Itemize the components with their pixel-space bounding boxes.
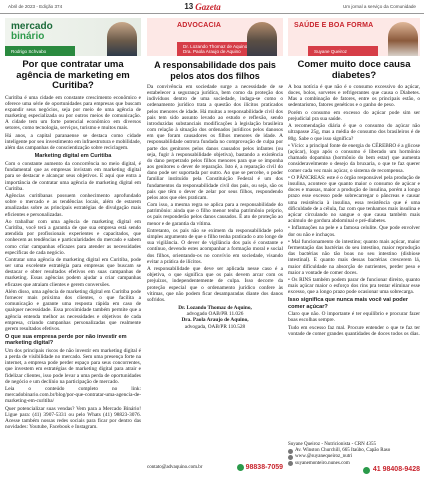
- address-line: Av. Winston Churchill, 665 Itaúbo, Capão Raso: [288, 448, 420, 454]
- paragraph: Agências curitibanas possuem conhecimento aprofundado sobre o mercado e as tendências locais, além de estarem atualizadas sobre as principais estratégias de divulgação mais eficientes e personalizadas.: [5, 193, 141, 218]
- paragraph: Claro que não. O importante é ter equilíbrio e procurar fazer boas escolhas sempre.: [288, 311, 420, 324]
- author-photo: [247, 22, 277, 56]
- law-banner: [147, 18, 283, 56]
- article-title: Por que contratar uma agência de marketing em Curitiba?: [16, 59, 130, 91]
- paragraph: • O PÂNCREAS: este é o órgão responsável pela produção de insulina, acontece que quanto maior o consumo de açúcar e doces e massas, maior a produção de insulina, porém a longo prazo esse excesso pode sobrecarregar o pâncreas e causar uma resistência à insulina, essa resistência que é uma dificuldade de a célula, faz com que tenhamos mais insulina e açúcar circulando no sangue o que causa também mais acúmulo de gordura abdominal e pré-diabetes.: [288, 174, 420, 225]
- paragraph: Com o constante aumento da concorrência no meio digital, é fundamental que as empresas invistam em marketing digital para se destacar e alcançar seus objetivos. E aqui que entra a importância de contratar uma agência de marketing digital em Curitiba.: [5, 161, 141, 192]
- section-label: SAÚDE E BOA FORMA: [294, 22, 374, 29]
- paragraph: • Vício: a principal fonte de energia do CÉREBRO é a glicose (açúcar), logo após o consumo é liberado um hormônio chamado dopamina (hormônio do bem estar) que aumenta consideravelmente o desejo da bruxaria, o que te faz querer comer cada vez mais açúcar, o sistema de recompensa.: [288, 142, 420, 174]
- paragraph: A responsabilidade que deve ser aplicada nesse caso é a objetiva, o que significa que os pais devem arcar com os prejuízos, independentemente de culpa. Isso decorre da proteção especial que o ordenamento jurídico confere às vítimas, que não podem ficar desamparadas diante dos danos sofridos.: [147, 266, 283, 303]
- signature-block: Dr. Lozando Thomaz de Aquino, advogado OAB/PR 11.026 Dra. Paola Araujo de Aquino, advogada, OAB/PR 110.528: [178, 305, 252, 330]
- paragraph: Ao trabalhar com uma agência de marketing digital em Curitiba, você terá a garantia de que sua empresa está sendo atendida por profissionais experientes e capacitados, que conhecem as tendências e particularidades do mercado e sabem como criar campanhas eficazes para atender as necessidades específicas de cada negócio.: [5, 218, 141, 256]
- health-banner: [288, 18, 420, 56]
- header-center: [184, 2, 220, 12]
- author-label: Dr. Lozando Thomaz de Aquino Dra. Paola Araujo de Aquino: [177, 42, 255, 56]
- question-heading: O que sua empresa perde por não investir em marketing digital?: [5, 334, 127, 347]
- phone-number: 98838-7059: [237, 464, 283, 471]
- paragraph: Quer potencializar suas vendas? Vem para a Mercado Binário! Ligue para: (41) 3907-5331 ou pelo Whats (41) 98823-3076. Acesse também nossas redes sociais para ficar por dentro das novidades: Youtube, Facebook e Instagram.: [5, 405, 141, 431]
- newspaper-logo: Gazeta: [195, 1, 221, 12]
- paragraph: Com isso, a mesma regra se aplica para a responsabilidade do patrimônio: ainda que o filho menor tenha patrimônio próprio, os pais responderão pelos danos causados. É ato de proteção ao menor e de garantia da vítima.: [147, 202, 283, 227]
- article-title: A responsabilidade dos pais pelos atos dos filhos: [154, 60, 276, 81]
- paragraph: Da convivência em sociedade surge a necessidade de se estabelecer a segurança jurídica, bem como da proteção dos indivíduos dentro de uma sociedade, indaga-se como o ordenamento jurídico trata a questão dos ilícitos praticados pelos menores de idade. Há muitas a responsabilidade civil dos pais tem sido assunto levado ao estudo e reflexão, sendo introduzidas substanciais modificações à legislação brasileira com relação à situação dos ordenados jurídicos pelos danosos em que foram causadores os filhos menores de idade. A responsabilidade outrora fundada no comprovação de culpa por parte dos genitores pelos danos causados pelos infantes (ou seja, fugir à responsabilidade objetiva), bastando a existência do dano perpetrado pelos filhos menores para que se imponha aos genitores o dever de reparação. Isto é, a reparação civil do dano pode ser suportada por outro. Ao que se percebe, o poder familiar instituído pela Constituição Federal é um dos fundamentos da responsabilidade civil dos pais, ou seja, são os pais que têm o dever de zelar por seus filhos, respondendo pelos atos que eles praticam.: [147, 84, 283, 201]
- email-link[interactable]: contato@advaquino.com.br: [147, 465, 203, 470]
- link-paragraph[interactable]: Leia o conteúdo completo no link: mercadobinario.com.br/blog/por-que-contratar-uma-agencia-de-marketing-em-curitiba/: [5, 386, 141, 405]
- email-line: suyanemonteiro.nunes.com: [288, 461, 420, 467]
- paragraph: Porém o consumo em excesso do açúcar pode sim ser prejudicial pra sua saúde.: [288, 109, 420, 122]
- page-header: [0, 0, 424, 14]
- paragraph: • Mal funcionamento do intestino; quanto mais açúcar, maior fermentação das bactérias do seu intestino, maior reprodução das bactérias não tão boas no seu intestino (disbiose intestinal). E quanto mais dessas bactérias crescerem lá, maior dificuldade na absorção de nutrientes, perder peso e maior a vontade de comer doces.: [288, 238, 420, 276]
- paragraph: Entretanto, os pais não se eximem da responsabilidade pelo simples argumento de que o filho tenha praticado o ato longe de sua vigilância. O dever de vigilância dos pais é constante e contínuo, devendo estes acompanhar a formação moral e social dos filhos, orientando-os no convívio em sociedade, visando evitar a prática de ilícitos.: [147, 227, 283, 265]
- question-heading: Isso significa que nunca mais você vai poder comer açúcar?: [288, 297, 408, 310]
- instagram-icon: [288, 455, 293, 460]
- paragraph: Um dos principais riscos de não investir em marketing digital é a perda de visibilidade no mercado. Sem uma presença forte na internet, a empresa pode perder espaço para seus concorrentes, que investem em estratégias de marketing digital para atrair e fidelizar clientes, isso pode levar a uma perda de oportunidades de negócio e um declínio na participação de mercado.: [5, 347, 141, 385]
- paragraph: Tudo em excesso faz mal. Procure entender o que te faz ter vontade de comer grandes quantidades de doces todos os dias.: [288, 324, 420, 337]
- instagram-line: www.@suyanequeiroz_nutri: [288, 454, 420, 460]
- mercado-binario-logo: mercado binário: [11, 21, 53, 42]
- paragraph: A recomendação diária é que o consumo do açúcar não ultrapasse 25g, mas a média de consumo dos brasileiros é de 80g. Sabe o que isso significa?: [288, 123, 420, 142]
- location-icon: [288, 449, 293, 454]
- whatsapp-icon: [363, 467, 370, 474]
- email-icon: [288, 461, 293, 466]
- tagline-text: Um jornal a serviço da Comunidade: [342, 4, 416, 9]
- contact-footer: [288, 442, 420, 474]
- paragraph: A boa notícia é que não é o consumo excessivo do açúcar, doces, bolos, sorvetes e refrigerantes que causa o Diabetes. Mas a combinação de fatores, entre os principais estão, o sedentarismo, fatores genéticos e o ganho de peso.: [288, 84, 420, 109]
- whatsapp-icon: [237, 464, 244, 471]
- contact-row: [147, 463, 283, 472]
- paragraph: • Os RINS também podem parar de funcionar direito, quanto mais açúcar maior o esforço dos rins pra tentar eliminar esse excesso, que a longo prazo pode ocasionar uma sobrecarga.: [288, 277, 420, 296]
- paragraph: Há anos, a capital paranaense se destaca como cidade inteligente por seu investimento em infraestrutura e mobilidade, além das campanhas de conscientização sobre reciclagem.: [5, 132, 141, 151]
- health-column: [288, 18, 420, 476]
- marketing-banner: [5, 18, 141, 56]
- subheading: Marketing digital em Curitiba: [34, 153, 112, 160]
- law-column: [147, 18, 283, 476]
- marketing-column: [5, 18, 141, 476]
- article-title: Comer muito doce causa diabetes?: [297, 59, 411, 81]
- paragraph: Além disso, uma agência de marketing digital em Curitiba pode fornecer mais próxima dos clientes, o que facilita a comunicação e garante uma resposta rápida em caso de qualquer necessidade. Essa proximidade também permite que a agência entenda melhor as necessidades e objetivos de cada empresa, criando campanhas personalizadas que realmente gerem resultados efetivos.: [5, 288, 141, 332]
- author-photo: [107, 22, 137, 56]
- author-label: Suyane Queiroz: [308, 46, 378, 56]
- paragraph: Contratar uma agência de marketing digital em Curitiba, pode ser uma excelente estratégia para empresas que buscam se destacar e obter resultados efetivos em suas campanhas de marketing. Essas agências podem ajudar a criar campanhas eficazes que atraiam clientes e gerem conversões.: [5, 257, 141, 288]
- edition-text: Abril de 2023 - Edição 374: [8, 4, 63, 9]
- phone-line: 41 98408-9428: [288, 467, 420, 474]
- author-photo: [388, 22, 418, 56]
- credit-line: Suyane Queiroz - Nutricionista - CRN 4355: [288, 441, 377, 447]
- section-label: ADVOCACIA: [177, 22, 222, 29]
- paragraph: • Inflamações na pele e a famosa celulite. Que pode envolver dor ou não e inchaços.: [288, 225, 420, 238]
- author-label: Rodrigo Schvabo: [5, 46, 75, 56]
- page-number: 13: [184, 2, 194, 11]
- paragraph: Curitiba é uma cidade em constante crescimento econômico e oferece uma série de oportunidades para empresas que buscam expandir seus negócios, seja por meio de uma agência de marketing especializada ou por outros meios de comunicação. A cidade tem um forte potencial econômico em diversos setores, como tecnologia, serviços, turismo e muitos mais.: [5, 94, 141, 132]
